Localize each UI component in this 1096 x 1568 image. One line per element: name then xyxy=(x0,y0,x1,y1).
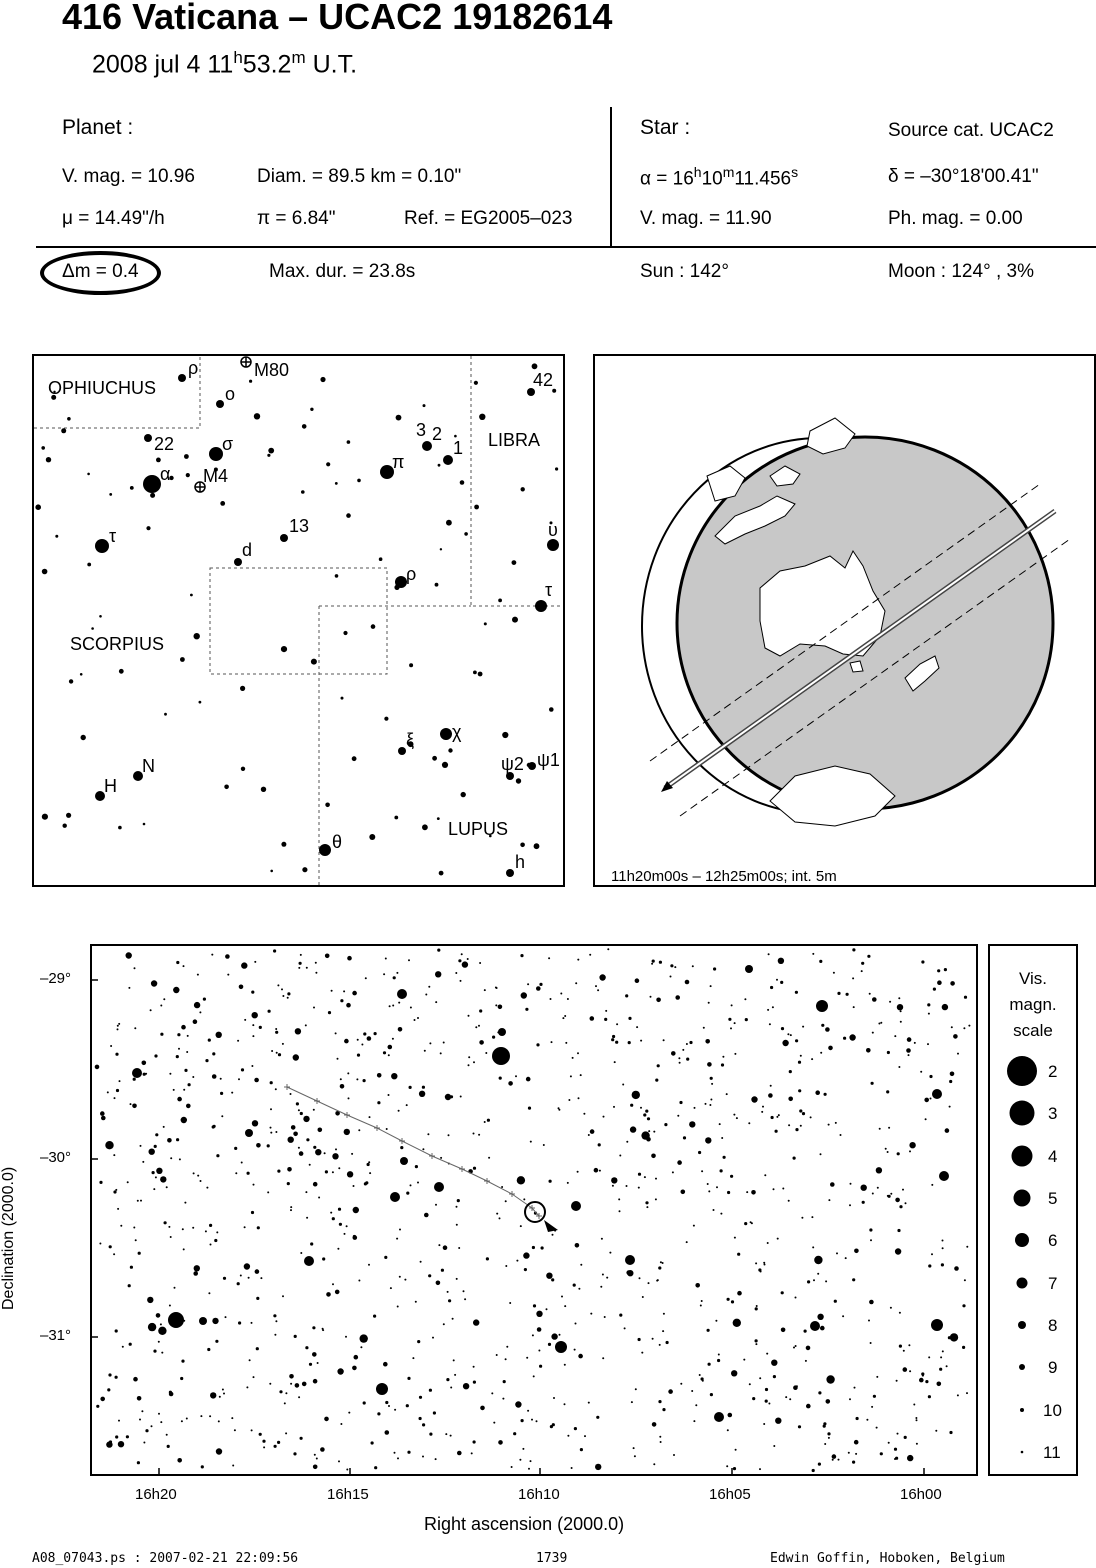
finder-star xyxy=(474,381,478,385)
finder-label: 2 xyxy=(432,424,443,444)
finder-star xyxy=(432,756,437,761)
page-title: 416 Vaticana – UCAC2 19182614 xyxy=(62,0,613,37)
finder-star xyxy=(234,558,242,566)
x-tick-label: 16h00 xyxy=(900,1486,942,1503)
finder-star xyxy=(143,475,161,493)
x-tick-label: 16h10 xyxy=(518,1486,560,1503)
finder-star xyxy=(478,672,483,677)
star-ra: $\alpha = 16^h10^m11.456^s$ xyxy=(640,164,799,190)
finder-star xyxy=(95,539,109,553)
finder-star xyxy=(190,594,193,597)
finder-star xyxy=(261,787,266,792)
finder-star xyxy=(461,792,466,797)
finder-star xyxy=(325,803,330,808)
finder-star xyxy=(118,826,122,830)
finder-star xyxy=(516,778,521,783)
finder-star xyxy=(156,458,161,463)
x-axis-label: Right ascension (2000.0) xyxy=(424,1514,625,1534)
finder-star xyxy=(267,454,270,457)
finder-label: ψ1 xyxy=(537,750,560,770)
y-tick-label: –30° xyxy=(40,1149,72,1166)
finder-star xyxy=(42,569,48,575)
finder-star xyxy=(464,532,468,536)
finder-star xyxy=(310,408,313,411)
finder-star xyxy=(194,633,200,639)
finder-star xyxy=(442,762,448,768)
scale-title-line: magn. xyxy=(1009,995,1057,1014)
finder-star xyxy=(326,462,330,466)
scale-dot xyxy=(1014,1190,1031,1207)
finder-label: M80 xyxy=(254,360,290,380)
finder-star xyxy=(80,673,83,676)
finder-star xyxy=(270,870,273,873)
scale-mag-label: 5 xyxy=(1048,1189,1058,1208)
finder-star xyxy=(302,867,307,872)
finder-star xyxy=(320,377,325,382)
finder-star xyxy=(502,732,508,738)
finder-star xyxy=(109,493,112,496)
finder-star xyxy=(547,539,559,551)
finder-star xyxy=(506,869,514,877)
finder-star xyxy=(280,534,288,542)
finder-star xyxy=(335,482,338,485)
footer-author: Edwin Goffin, Hoboken, Belgium xyxy=(770,1551,1005,1566)
scale-dot xyxy=(1019,1364,1025,1370)
finder-star xyxy=(384,717,388,721)
finder-star xyxy=(87,473,90,476)
finder-star xyxy=(199,701,202,704)
finder-star xyxy=(87,563,91,567)
finder-label: τ xyxy=(109,526,117,546)
finder-label: 42 xyxy=(533,370,554,390)
planet-motion: μ = 14.49"/h xyxy=(62,208,165,229)
finder-star xyxy=(549,707,554,712)
finder-star xyxy=(119,669,124,674)
finder-star xyxy=(521,487,525,491)
scale-mag-label: 2 xyxy=(1048,1062,1058,1081)
x-tick-label: 16h15 xyxy=(327,1486,369,1503)
x-tick-label: 16h20 xyxy=(135,1486,177,1503)
star-phmag: Ph. mag. = 0.00 xyxy=(888,208,1023,229)
finder-label: H xyxy=(104,776,117,796)
finder-star xyxy=(534,843,540,849)
finder-star xyxy=(448,748,452,752)
finder-star xyxy=(224,785,229,790)
finder-label: ο xyxy=(225,384,236,404)
scale-mag-label: 7 xyxy=(1048,1274,1058,1293)
finder-star xyxy=(281,842,286,847)
finder-star xyxy=(319,844,331,856)
finder-label: ξ xyxy=(406,730,415,750)
finder-label: 3 xyxy=(416,420,427,440)
finder-star xyxy=(460,480,465,485)
finder-star xyxy=(249,380,252,383)
finder-star xyxy=(209,447,223,461)
finder-star xyxy=(341,697,344,700)
magnitude-scale-legend xyxy=(988,944,1078,1476)
scale-mag-label: 8 xyxy=(1048,1316,1058,1335)
scale-dot xyxy=(1021,1451,1024,1454)
finder-star xyxy=(146,526,150,530)
finder-star xyxy=(437,817,440,820)
finder-star xyxy=(454,435,457,438)
finder-label: χ xyxy=(452,722,462,742)
finder-star xyxy=(143,823,146,826)
planet-parallax: π = 6.84" xyxy=(257,208,336,229)
finder-star xyxy=(473,671,477,675)
scale-mag-label: 6 xyxy=(1048,1231,1058,1250)
finder-star xyxy=(67,417,71,421)
finder-label: d xyxy=(242,540,253,560)
finder-star xyxy=(180,657,185,662)
finder-star xyxy=(81,735,86,740)
moon-elongation: Moon : 124° , 3% xyxy=(888,261,1034,282)
finder-star xyxy=(41,446,45,450)
finder-star xyxy=(555,467,558,470)
planet-reference: Ref. = EG2005–023 xyxy=(404,208,573,229)
sun-elongation: Sun : 142° xyxy=(640,261,729,282)
finder-star xyxy=(186,473,190,477)
scale-dot xyxy=(1012,1146,1033,1167)
scale-dot xyxy=(1015,1233,1029,1247)
finder-star xyxy=(398,747,406,755)
finder-label: ψ2 xyxy=(501,754,524,774)
finder-star xyxy=(281,646,287,652)
scale-mag-label: 11 xyxy=(1043,1443,1061,1462)
scale-mag-label: 3 xyxy=(1048,1104,1058,1123)
info-horizontal-divider xyxy=(36,246,1096,248)
footer-number: 1739 xyxy=(536,1551,568,1566)
finder-star xyxy=(379,557,383,561)
y-tick-label: –29° xyxy=(40,970,72,987)
finder-star xyxy=(178,374,186,382)
planet-vmag: V. mag. = 10.96 xyxy=(62,166,195,187)
finder-star xyxy=(311,659,317,665)
finder-star xyxy=(369,834,375,840)
finder-star xyxy=(443,455,453,465)
scale-mag-label: 10 xyxy=(1043,1401,1062,1420)
finder-star xyxy=(302,424,307,429)
finder-star xyxy=(343,631,347,635)
finder-star xyxy=(66,813,71,818)
scale-dot xyxy=(1010,1101,1035,1126)
scale-dot xyxy=(1018,1321,1026,1329)
finder-label: 13 xyxy=(289,516,310,536)
source-catalog: Source cat. UCAC2 xyxy=(888,120,1054,141)
magnitude-drop: Δm = 0.4 xyxy=(62,261,139,282)
x-tick-label: 16h05 xyxy=(709,1486,751,1503)
finder-star xyxy=(484,622,487,625)
finder-star xyxy=(61,428,66,433)
event-datetime: 2008 jul 4 11$^h$53.2$^m$ U.T. xyxy=(92,48,358,79)
finder-star xyxy=(91,627,94,630)
finder-star xyxy=(99,615,102,618)
finder-star xyxy=(422,824,428,830)
finder-star xyxy=(512,617,518,623)
finder-star xyxy=(55,535,58,538)
finder-star xyxy=(46,457,51,462)
finder-star xyxy=(409,663,413,667)
finder-star xyxy=(164,713,167,716)
finder-label: π xyxy=(392,452,405,472)
finder-star xyxy=(440,548,442,550)
constellation-lupus: LUPUS xyxy=(448,819,509,839)
finder-star xyxy=(357,479,361,483)
planet-heading: Planet : xyxy=(62,116,134,139)
finder-star xyxy=(479,414,485,420)
finder-star xyxy=(69,679,73,683)
finder-star xyxy=(240,686,245,691)
finder-star xyxy=(241,767,245,771)
finder-label: 22 xyxy=(154,434,175,454)
finder-label: α xyxy=(160,464,171,484)
y-axis-label: Declination (2000.0) xyxy=(0,1166,17,1310)
info-vertical-divider xyxy=(610,107,612,247)
finder-star xyxy=(63,824,67,828)
finder-star xyxy=(347,440,351,444)
finder-star xyxy=(42,814,48,820)
finder-star xyxy=(346,513,351,518)
finder-star xyxy=(512,560,517,565)
finder-star xyxy=(435,583,439,587)
finder-star xyxy=(254,413,260,419)
finder-star xyxy=(144,434,152,442)
axis-ticks xyxy=(80,940,1090,1485)
finder-label: ρ xyxy=(188,358,199,378)
finder-star xyxy=(532,363,538,369)
finder-star xyxy=(394,585,399,590)
finder-label: υ xyxy=(548,520,558,540)
finder-star xyxy=(371,624,376,629)
finder-label: N xyxy=(142,756,155,776)
finder-label: τ xyxy=(545,580,553,600)
scale-dot xyxy=(1007,1056,1037,1086)
finder-star xyxy=(220,501,225,506)
constellation-scorpius: SCORPIUS xyxy=(70,634,165,654)
globe-caption: 11h20m00s – 12h25m00s; int. 5m xyxy=(611,868,837,885)
scale-title-line: Vis. xyxy=(1018,969,1048,988)
star-dec: δ = –30°18'00.41" xyxy=(888,166,1039,187)
globe-map xyxy=(593,354,1096,887)
scale-mag-label: 4 xyxy=(1048,1147,1058,1166)
finder-label: 1 xyxy=(453,438,464,458)
star-heading: Star : xyxy=(640,116,691,139)
scale-title-line: scale xyxy=(1013,1021,1053,1040)
finder-star xyxy=(439,871,444,876)
finder-star xyxy=(216,400,224,408)
finder-star xyxy=(150,493,155,498)
star-vmag: V. mag. = 11.90 xyxy=(640,208,772,229)
finder-label: σ xyxy=(222,434,234,454)
finder-star xyxy=(446,520,452,526)
finder-star xyxy=(396,415,402,421)
finder-star xyxy=(335,574,339,578)
finder-label: M4 xyxy=(203,466,229,486)
footer-file: A08_07043.ps : 2007-02-21 22:09:56 xyxy=(32,1551,299,1566)
finder-star xyxy=(352,756,357,761)
finder-label: θ xyxy=(332,832,343,852)
finder-star xyxy=(443,734,449,740)
constellation-libra: LIBRA xyxy=(488,430,541,450)
scale-dot xyxy=(1020,1408,1024,1412)
finder-star xyxy=(422,441,432,451)
finder-label: h xyxy=(515,852,526,872)
planet-diameter: Diam. = 89.5 km = 0.10" xyxy=(257,166,462,187)
finder-star xyxy=(184,454,189,459)
finder-star xyxy=(527,763,531,767)
constellation-ophiuchus: OPHIUCHUS xyxy=(48,378,157,398)
finder-star xyxy=(35,504,41,510)
finder-star xyxy=(474,505,479,510)
finder-star xyxy=(438,464,441,467)
finder-chart xyxy=(32,354,565,887)
finder-star xyxy=(498,599,502,603)
scale-dot xyxy=(1017,1278,1028,1289)
scale-mag-label: 9 xyxy=(1048,1358,1058,1377)
y-tick-label: –31° xyxy=(40,1327,72,1344)
finder-star xyxy=(130,486,134,490)
finder-star xyxy=(520,843,525,848)
finder-star xyxy=(423,404,426,407)
max-duration: Max. dur. = 23.8s xyxy=(269,261,416,282)
finder-star xyxy=(268,448,274,454)
finder-star xyxy=(535,600,547,612)
finder-star xyxy=(394,816,398,820)
finder-label: ρ xyxy=(406,564,417,584)
finder-star xyxy=(301,490,305,494)
